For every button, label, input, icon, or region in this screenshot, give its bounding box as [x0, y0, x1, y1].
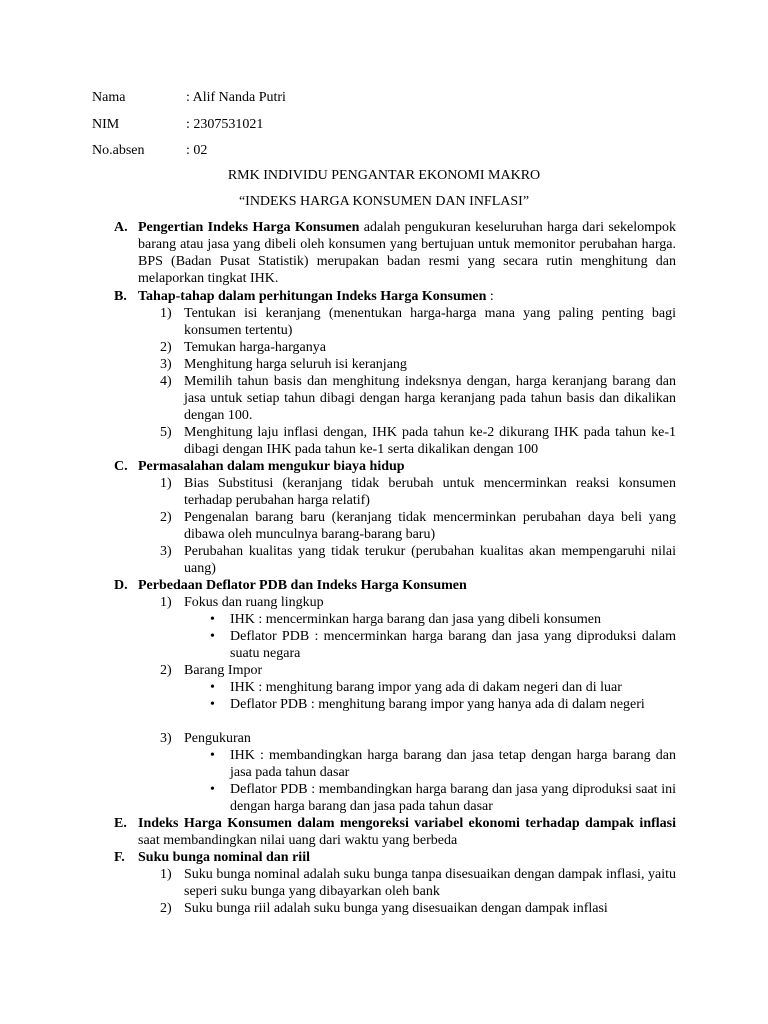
document-subtitle: “INDEKS HARGA KONSUMEN DAN INFLASI”	[238, 194, 530, 209]
bullet-text: IHK : menghitung barang impor yang ada di dakam negeri dan di luar	[230, 680, 622, 695]
section-letter: A.	[114, 220, 128, 235]
section-letter: D.	[114, 578, 128, 593]
item-number: 2)	[160, 663, 172, 678]
item-number: 2)	[160, 901, 172, 916]
item-text: Memilih tahun basis dan menghitung indeksnya dengan, harga keranjang barang dan jasa untuk setiap tahun dibagi dengan harga keranjang pada tahun basis dan dikalikan dengan 100.	[184, 374, 676, 423]
bullet-icon: •	[210, 782, 215, 797]
bullet-text: Deflator PDB : mencerminkan harga barang dan jasa yang diproduksi dalam suatu negara	[230, 629, 676, 661]
section-b-body	[138, 288, 676, 305]
item-text: Menghitung harga seluruh isi keranjang	[184, 357, 407, 372]
item-text: Fokus dan ruang lingkup	[184, 595, 324, 610]
bullet-text: Deflator PDB : membandingkan harga barang dan jasa yang diproduksi saat ini dengan harga barang dan jasa pada tahun dasar	[230, 782, 676, 814]
item-text: Temukan harga-harganya	[184, 340, 326, 355]
bullet-icon: •	[210, 680, 215, 695]
section-e-text: saat membandingkan nilai uang dari waktu yang berbeda	[138, 833, 458, 848]
section-letter: F.	[114, 850, 125, 865]
bullet-icon: •	[210, 748, 215, 763]
item-number: 1)	[160, 306, 172, 321]
item-number: 3)	[160, 544, 172, 559]
bullet-icon: •	[210, 697, 215, 712]
section-letter: B.	[114, 289, 127, 304]
section-c-body	[138, 458, 676, 475]
nim-row	[92, 116, 492, 134]
section-letter: E.	[114, 816, 127, 831]
nim-value: : 2307531021	[186, 117, 264, 132]
section-e-heading: Indeks Harga Konsumen dalam mengoreksi variabel ekonomi terhadap dampak inflasi	[138, 816, 676, 831]
item-text: Pengukuran	[184, 731, 251, 746]
item-number: 4)	[160, 374, 172, 389]
section-a-text: adalah pengukuran keseluruhan harga dari sekelompok barang atau jasa yang dibeli oleh konsumen yang bertujuan untuk memonitor perubahan harga. BPS (Badan Pusat Statistik) merupakan badan resmi yang secara rutin menghitung dan melaporkan tingkat IHK.	[138, 220, 676, 286]
item-text: Suku bunga nominal adalah suku bunga tanpa disesuaikan dengan dampak inflasi, yaitu seperi suku bunga yang dibayarkan oleh bank	[184, 867, 676, 899]
section-d-body	[138, 577, 676, 594]
section-a-body	[138, 219, 676, 287]
item-number: 2)	[160, 340, 172, 355]
item-text: Barang Impor	[184, 663, 263, 678]
section-d-heading: Perbedaan Deflator PDB dan Indeks Harga Konsumen	[138, 578, 467, 593]
bullet-icon: •	[210, 629, 215, 644]
bullet-text: IHK : membandingkan harga barang dan jasa tetap dengan harga barang dan jasa pada tahun dasar	[230, 748, 676, 780]
bullet-text: IHK : mencerminkan harga barang dan jasa yang dibeli konsumen	[230, 612, 602, 627]
item-text: Perubahan kualitas yang tidak terukur (perubahan kualitas akan mempengaruhi nilai uang)	[184, 544, 676, 576]
name-value: : Alif Nanda Putri	[186, 90, 286, 105]
section-c-heading: Permasalahan dalam mengukur biaya hidup	[138, 459, 405, 474]
section-letter: C.	[114, 459, 128, 474]
section-b-heading: Tahap-tahap dalam perhitungan Indeks Harga Konsumen	[138, 289, 487, 304]
item-text: Bias Substitusi (keranjang tidak berubah untuk mencerminkan reaksi konsumen terhadap perubahan harga relatif)	[184, 476, 676, 508]
item-number: 1)	[160, 867, 172, 882]
section-b-text: :	[486, 289, 494, 304]
absen-row	[92, 142, 492, 160]
document-title: RMK INDIVIDU PENGANTAR EKONOMI MAKRO	[227, 168, 541, 183]
item-text: Menghitung laju inflasi dengan, IHK pada tahun ke-2 dikurang IHK pada tahun ke-1 dibagi dengan IHK pada tahun ke-1 serta dikalikan dengan 100	[184, 425, 676, 457]
item-number: 3)	[160, 357, 172, 372]
name-label: Nama	[92, 90, 126, 105]
nim-label: NIM	[92, 117, 120, 132]
absen-value: : 02	[186, 143, 208, 158]
item-number: 2)	[160, 510, 172, 525]
absen-label: No.absen	[92, 143, 145, 158]
item-number: 1)	[160, 595, 172, 610]
item-text: Suku bunga riil adalah suku bunga yang disesuaikan dengan dampak inflasi	[184, 901, 608, 916]
item-number: 1)	[160, 476, 172, 491]
item-text: Tentukan isi keranjang (menentukan harga-harga mana yang paling penting bagi konsumen tertentu)	[184, 306, 676, 338]
section-e-body	[138, 815, 676, 849]
section-f-body	[138, 849, 676, 866]
section-f-heading: Suku bunga nominal dan riil	[138, 850, 310, 865]
section-a-heading: Pengertian Indeks Harga Konsumen	[138, 220, 360, 235]
item-text: Pengenalan barang baru (keranjang tidak mencerminkan perubahan daya beli yang dibawa oleh munculnya barang-barang baru)	[184, 510, 676, 542]
bullet-text: Deflator PDB : menghitung barang impor yang hanya ada di dalam negeri	[230, 697, 645, 712]
name-row	[92, 89, 492, 107]
item-number: 3)	[160, 731, 172, 746]
bullet-icon: •	[210, 612, 215, 627]
item-number: 5)	[160, 425, 172, 440]
